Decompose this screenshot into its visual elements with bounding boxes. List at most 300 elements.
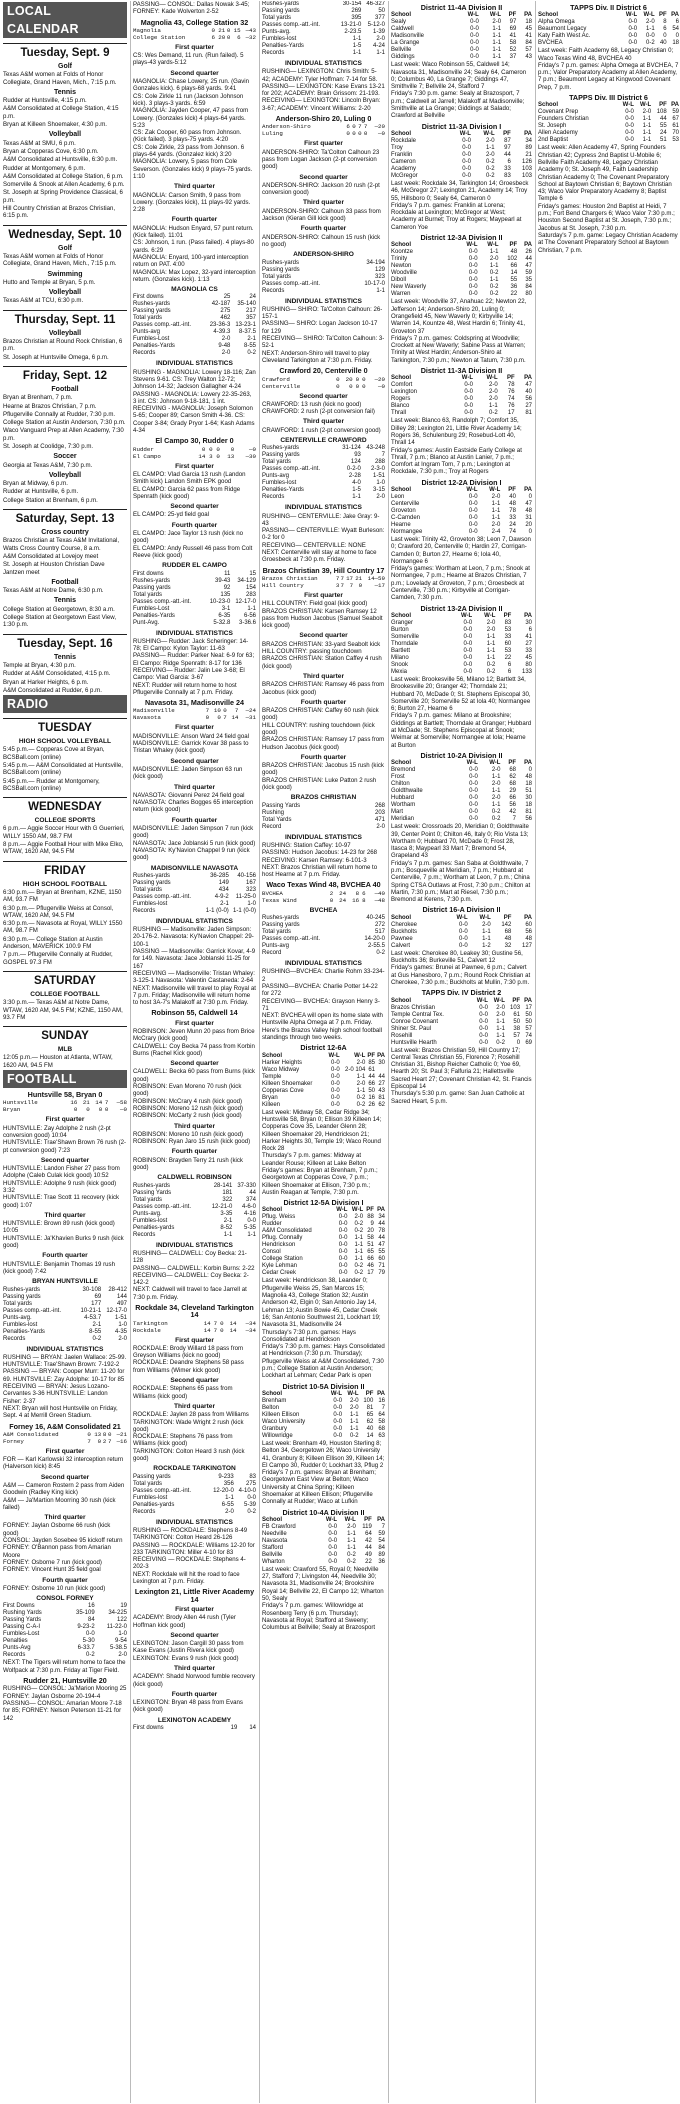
standings-header-cell: W-L bbox=[347, 1390, 359, 1397]
standings-cell: 2-0 bbox=[349, 1404, 359, 1411]
standings-cell: Franklin bbox=[391, 151, 413, 158]
stats-cell: Rushing Yards bbox=[3, 1610, 42, 1617]
category-heading: COLLEGE SPORTS bbox=[34, 817, 96, 825]
linescore-cell: 8 bbox=[362, 896, 366, 904]
stats-cell: 1-0 bbox=[376, 480, 385, 487]
scoring-play: ROBINSON: Moreno 12 rush (kick good) bbox=[133, 1104, 244, 1112]
standings-cell: 0-0 bbox=[479, 1025, 488, 1032]
game-headline: El Campo 30, Rudder 0 bbox=[155, 436, 234, 446]
standings-row bbox=[262, 1249, 385, 1256]
standings-cell: 24 bbox=[509, 521, 516, 528]
linescore-cell: —0 bbox=[378, 382, 385, 390]
stats-cell: 69 bbox=[94, 1293, 102, 1300]
standings-cell: 81 bbox=[525, 809, 532, 816]
stats-row bbox=[133, 571, 256, 578]
linescore-cell: BVCHEA bbox=[262, 889, 283, 897]
stats-cell: 0-2 bbox=[247, 1508, 256, 1515]
standings-cell: 53 bbox=[672, 137, 679, 144]
stats-cell: Fumbles-Lost bbox=[3, 1631, 40, 1638]
scoring-play: EL CAMPO: 25-yd field goal bbox=[133, 511, 209, 519]
linescore-cell: 0 bbox=[352, 130, 356, 138]
standings-header-cell: PA bbox=[524, 242, 532, 249]
linescore-cell: 24 bbox=[339, 889, 347, 897]
standings-header-cell: PA bbox=[377, 1052, 385, 1059]
stats-cell: 288 bbox=[374, 459, 385, 466]
standings-cell: 45 bbox=[525, 654, 532, 661]
day-heading: SATURDAY bbox=[3, 971, 127, 988]
stats-cell: 3-15 bbox=[372, 487, 385, 494]
scoring-play: TARKINGTON: Colton Heard 3 rush (kick good) bbox=[133, 1447, 245, 1463]
standings-cell: 50 bbox=[525, 1011, 532, 1018]
standings-cell: 26 bbox=[525, 249, 532, 256]
standings-cell: 0-0 bbox=[333, 1397, 343, 1404]
schedule-item: 5:45 p.m.— A&M Consolidated at Huntsville, BCSBall.com (online) bbox=[3, 762, 123, 777]
individual-stats-heading: INDIVIDUAL STATISTICS bbox=[285, 960, 362, 968]
schedule-item: 6 p.m.— Aggie Soccer Hour with G Guerrieri, WILLY 1550 AM, 98.7 FM bbox=[3, 825, 125, 840]
standings-row bbox=[538, 130, 679, 137]
standings-cell: 1-1 bbox=[356, 1087, 366, 1094]
linescore-cell: —30 bbox=[245, 452, 256, 460]
stats-row bbox=[262, 466, 385, 473]
standings-cell: Leon bbox=[391, 493, 405, 500]
standings-cell: Allen Academy bbox=[538, 130, 578, 137]
stats-row bbox=[262, 950, 385, 957]
scoring-play: A&M — Cameron Rostern 2 pass from Aiden Goodwin (Radley King kick) bbox=[3, 1482, 125, 1497]
standings-cell: 2-0 bbox=[492, 19, 502, 26]
scoring-play: ROCKDALE: Stephens 76 pass from Williams (kick good) bbox=[133, 1433, 233, 1448]
standings-cell: 0-0 bbox=[333, 1425, 343, 1432]
standings-cell: 0-0 bbox=[625, 109, 634, 116]
scoring-play: ACADEMY: Brody Allen 44 rush (Tyler Hoffman kick good) bbox=[133, 1614, 236, 1629]
quarter-heading: Fourth quarter bbox=[300, 698, 347, 706]
standings-row bbox=[391, 922, 532, 929]
standings-cell: 41 bbox=[525, 633, 532, 640]
stats-cell: Penalties bbox=[3, 1638, 28, 1645]
individual-stat: PASSING — BRYAN: Cooper Murr: 11-20 for 69. HUNTSVILLE: Zay Adolphe: 10-17 for 85 bbox=[3, 1368, 125, 1383]
stats-cell: 203 bbox=[374, 809, 385, 816]
stats-cell: 2-1 bbox=[220, 900, 229, 907]
stats-cell: 2-1 bbox=[247, 336, 256, 343]
scoring-play: ANDERSON-SHIRO: Ta'Colton Calhoun 23 pass from Logan Jackson (2-pt conversion good) bbox=[262, 148, 380, 171]
stats-cell: 357 bbox=[245, 315, 256, 322]
stats-cell: Total yards bbox=[262, 273, 292, 280]
standings-cell: 48 bbox=[525, 935, 532, 942]
stats-cell: Rushes-yards bbox=[133, 872, 171, 879]
game-headline: Crawford 20, Centerville 0 bbox=[279, 366, 368, 376]
standings-cell: 2-0 bbox=[354, 1214, 364, 1221]
linescore-table bbox=[133, 1320, 256, 1334]
scoring-play: BRAZOS CHRISTIAN: Caffey 60 rush (kick good) bbox=[262, 707, 379, 722]
stats-cell: 5-38.5 bbox=[109, 1645, 127, 1652]
standings-cell: 0-2 bbox=[347, 1558, 356, 1565]
standings-cell: 0-0 bbox=[338, 1242, 348, 1249]
standings-cell: Diboll bbox=[391, 277, 407, 284]
standings-cell: Founders Christian bbox=[538, 116, 589, 123]
quarter-heading: First quarter bbox=[45, 1116, 85, 1124]
standings-cell: Meridian bbox=[391, 816, 415, 823]
standings-header-row bbox=[391, 242, 532, 249]
standings-cell: 33 bbox=[504, 165, 511, 172]
standings-cell: 119 bbox=[362, 1523, 372, 1530]
standings-cell: 43 bbox=[378, 1087, 385, 1094]
standings-header-cell: PA bbox=[377, 1516, 385, 1523]
standings-cell: 0-0 bbox=[469, 802, 478, 809]
standings-cell: Trinity bbox=[391, 256, 408, 263]
standings-cell: 18 bbox=[525, 802, 532, 809]
standings-row bbox=[262, 1242, 385, 1249]
quarter-heading: Fourth quarter bbox=[171, 1148, 218, 1156]
stats-cell: Passing yards bbox=[133, 1473, 171, 1480]
individual-stat: RECEIVING— SHIRO: Ta'Colton Calhoun: 3-52-1 bbox=[262, 335, 385, 350]
standings-cell: 68 bbox=[378, 1425, 385, 1432]
stats-cell: 122 bbox=[116, 1617, 127, 1624]
team-stats-heading: ROCKDALE TARKINGTON bbox=[153, 1465, 236, 1473]
scoring-play: BRAZOS CHRISTIAN: Karsen Ramsey 12 pass from Hudson Jacobus (Samuel Seabolt kick good) bbox=[262, 607, 383, 630]
standings-cell: 36 bbox=[510, 284, 518, 291]
standings-cell: 45 bbox=[525, 26, 532, 33]
scoring-play: HILL COUNTRY: rushing touchdown (kick good) bbox=[262, 721, 375, 736]
stats-cell: First downs bbox=[133, 294, 164, 301]
standings-row bbox=[262, 1559, 385, 1566]
stats-cell: 154 bbox=[245, 584, 256, 591]
stats-cell: 167 bbox=[245, 879, 256, 886]
standings-cell: 0-0 bbox=[462, 144, 471, 151]
standings-header-cell: W-L bbox=[328, 1052, 340, 1059]
standings-cell: Willowridge bbox=[262, 1432, 293, 1439]
stats-row bbox=[262, 473, 385, 480]
quarter-heading: Fourth quarter bbox=[300, 225, 347, 233]
standings-cell: 62 bbox=[378, 1101, 385, 1108]
stats-cell: Fumbles-lost bbox=[133, 1217, 168, 1224]
district-schedule: Friday's games: Wortham at Leon, 7 p.m.; Snook at Normangee, 7 p.m.; Hearne at Brazos Christian, 7 p.m.; Lovelady at Groveton, 7 p.m.; Groesbeck at Centerville, 7:30 p.m.; Kirbyville at Corrigan-Camden, 7:30 p.m. bbox=[391, 565, 530, 602]
column-3 bbox=[259, 1, 387, 2103]
quarter-heading: Second quarter bbox=[170, 1631, 219, 1639]
standings-header-cell: PA bbox=[524, 486, 532, 493]
district-schedule: Thursday's 7:30 p.m. games: Hays Consolidated at Hendrickson bbox=[262, 1328, 356, 1343]
linescore-cell: —20 bbox=[374, 123, 385, 131]
linescore-cell: 14 bbox=[229, 1319, 237, 1327]
standings-cell: 30 bbox=[525, 795, 532, 802]
scoring-play: EL CAMPO: Garcia 62 pass from Ridge Spenrath (kick good) bbox=[133, 485, 241, 500]
standings-cell: 0-0 bbox=[462, 172, 471, 179]
team-stats-table bbox=[3, 1603, 127, 1659]
standings-cell: 78 bbox=[509, 507, 516, 514]
stats-cell: 395 bbox=[351, 15, 362, 21]
standings-header-cell: PF bbox=[503, 130, 511, 137]
standings-table bbox=[262, 1207, 385, 1277]
standings-cell: 26 bbox=[368, 1101, 376, 1108]
individual-stat: PASSING— SHIRO: Logan Jackson 10-17 for 129 bbox=[262, 320, 378, 335]
standings-row bbox=[391, 403, 532, 410]
scoring-play: CALDWELL: Coy Becka 74 pass from Korbin Burns (Rachel Kick good) bbox=[133, 1042, 255, 1057]
linescore-cell: 7 bbox=[108, 1437, 112, 1445]
standings-row bbox=[391, 145, 532, 152]
standings-cell: 0-0 bbox=[468, 270, 478, 277]
standings-cell: 66 bbox=[367, 1256, 374, 1263]
linescore-row bbox=[262, 123, 385, 130]
standings-cell: Giddings bbox=[391, 54, 415, 61]
stats-row bbox=[262, 445, 385, 452]
standings-cell: 51 bbox=[525, 788, 532, 795]
stats-row bbox=[262, 936, 385, 943]
standings-cell: 0 bbox=[516, 1039, 521, 1046]
stats-cell: 268 bbox=[374, 802, 385, 809]
standings-cell: Thorndale bbox=[391, 640, 419, 647]
stats-cell: 497 bbox=[116, 1300, 127, 1307]
team-stats-table bbox=[262, 1, 385, 57]
schedule-item: Bryan at Copperas Cove, 6:30 p.m. bbox=[3, 147, 99, 155]
standings-cell: 16 bbox=[378, 1397, 385, 1404]
standings-cell: La Grange bbox=[391, 40, 420, 47]
stats-cell: 2-55.5 bbox=[367, 943, 385, 950]
standings-cell: 62 bbox=[366, 1418, 374, 1425]
standings-cell: 0-2 bbox=[347, 1551, 356, 1558]
team-stats-heading: BRYAN HUNTSVILLE bbox=[32, 1278, 98, 1286]
standings-cell: 1-1 bbox=[347, 1537, 356, 1544]
football-results-3 bbox=[262, 1, 385, 1027]
category-heading: Tennis bbox=[53, 88, 77, 96]
standings-cell: 27 bbox=[525, 403, 532, 410]
stats-cell: Passing Yards bbox=[133, 1189, 172, 1196]
standings-row bbox=[391, 173, 532, 180]
standings-cell: Temple bbox=[262, 1073, 282, 1080]
individual-stat: PASSING: Hudson Jacobus: 14-23 for 268 bbox=[262, 849, 378, 857]
calendar-list bbox=[3, 43, 127, 694]
district-results: Last week: Brazos Christian 59, Hill Country 17; Central Texas Christian 55, Florence 7; Rosehill Christian 31, Bishop Reicher Catholic 0; Yoe 69, Hearth 20; St. Paul 3; Falfuria 21; Hallettsville Sacred Heart 27; Covenant Christian 42, St. Francis Episcopal 14 bbox=[391, 1046, 532, 1091]
linescore-table bbox=[262, 376, 385, 390]
standings-cell: 56 bbox=[525, 396, 532, 403]
standings-cell: 56 bbox=[525, 928, 532, 935]
standings-cell: 51 bbox=[367, 1242, 374, 1249]
scoring-play: CALDWELL: Becka 60 pass from Burns (kick good) bbox=[133, 1068, 255, 1083]
standings-row bbox=[262, 1088, 385, 1095]
standings-cell: 2-0 bbox=[485, 137, 495, 144]
stats-cell: 1-51 bbox=[114, 1314, 127, 1321]
stats-cell: 1-0 bbox=[118, 1321, 127, 1328]
individual-stat: NEXT: Brazos Christian will return home to host Hearne at 7 p.m. Friday. bbox=[262, 863, 378, 879]
stats-row bbox=[262, 452, 385, 459]
stats-cell: Records bbox=[3, 1652, 26, 1659]
team-stats-heading: MAGNOLIA CS bbox=[171, 286, 218, 294]
linescore-cell: Magnolia bbox=[133, 26, 161, 34]
standings-row bbox=[391, 816, 532, 823]
standings-row bbox=[391, 40, 532, 47]
linescore-cell: 7 bbox=[104, 1099, 109, 1107]
standings-cell: Stafford bbox=[262, 1544, 283, 1551]
linescore-cell: 0 bbox=[220, 1319, 224, 1327]
standings-cell: 81 bbox=[366, 1404, 374, 1411]
stats-row bbox=[262, 810, 385, 817]
standings-cell: 2-0 bbox=[347, 1523, 356, 1530]
standings-header-row bbox=[262, 1053, 385, 1060]
standings-cell: 0-0 bbox=[331, 1066, 340, 1073]
standings-cell: 40 bbox=[525, 389, 532, 396]
standings-cell: 61 bbox=[672, 123, 679, 130]
standings-cell: Troy bbox=[391, 144, 403, 151]
standings-cell: 0-0 bbox=[645, 33, 655, 40]
standings-cell: 44 bbox=[365, 1544, 372, 1551]
game-headline: Forney 16, A&M Consolidated 21 bbox=[9, 1421, 121, 1431]
scoring-play: CRAWFORD: 13 rush (kick no good) bbox=[262, 400, 362, 408]
standings-cell: Beaumont Legacy bbox=[538, 26, 587, 33]
standings-cell: 0-0 bbox=[463, 640, 473, 647]
linescore-table bbox=[133, 707, 256, 721]
standings-cell: 1-1 bbox=[347, 1544, 356, 1551]
quarter-heading: Second quarter bbox=[170, 1060, 219, 1068]
standings-cell: 0-2 bbox=[489, 284, 499, 291]
standings-row bbox=[391, 152, 532, 159]
standings-cell: Bellville bbox=[262, 1551, 283, 1558]
schedule-item: A&M Consolidated at Huntsville, 6:30 p.m. bbox=[3, 156, 118, 164]
standings-cell: Frost bbox=[391, 774, 405, 781]
standings-row bbox=[391, 809, 532, 816]
standings-cell: Wharton bbox=[262, 1558, 285, 1565]
stats-cell: 323 bbox=[374, 273, 385, 280]
standings-row bbox=[391, 494, 532, 501]
schedule-item: Bryan at Midway, 6 p.m. bbox=[3, 480, 68, 488]
standings-cell: 66 bbox=[509, 795, 516, 802]
linescore-cell: —0 bbox=[378, 130, 385, 138]
stats-cell: Passes comp.-att.-int. bbox=[133, 1487, 192, 1494]
standings-cell: 57 bbox=[513, 1032, 521, 1039]
quarter-heading: Second quarter bbox=[40, 1473, 90, 1481]
stats-cell: 50 bbox=[378, 8, 385, 14]
standings-cell: 70 bbox=[672, 130, 679, 137]
stats-row bbox=[3, 1336, 127, 1343]
standings-cell: 0-0 bbox=[463, 654, 473, 661]
stats-cell: 93 bbox=[354, 452, 361, 459]
individual-stats-heading: INDIVIDUAL STATISTICS bbox=[285, 833, 362, 841]
scoring-play: CS: Cole Zirkle 11 run (Jackson Johnson kick). 3 plays-3 yards. 6:59 bbox=[133, 92, 244, 107]
scoring-play: MAGNOLIA: Enyard, 100-yard interception return on PAT. 4:00 bbox=[133, 253, 249, 269]
standings-row bbox=[262, 1545, 385, 1552]
standings-cell: 17 bbox=[507, 410, 515, 417]
standings-row bbox=[538, 137, 679, 144]
standings-cell: 14 bbox=[366, 1432, 374, 1439]
linescore-cell: El Campo bbox=[133, 452, 161, 460]
standings-cell: 1-1 bbox=[354, 1235, 364, 1242]
linescore-cell: 2 bbox=[329, 889, 334, 897]
category-heading: Volleyball bbox=[48, 471, 82, 479]
stats-cell: Total yards bbox=[133, 886, 163, 893]
scoring-play: MAGNOLIA: Carson Smith, 9 pass from Lowery. (Gonzales kick), 11 plays-92 yards. 2:28 bbox=[133, 191, 251, 214]
linescore-cell: Huntsville bbox=[3, 1099, 38, 1107]
standings-row bbox=[391, 943, 532, 950]
linescore-cell: —34 bbox=[245, 1326, 256, 1334]
standings-cell: 67 bbox=[672, 116, 679, 123]
stats-row bbox=[3, 1610, 127, 1617]
scoring-play: ROBINSON: Evan Moreno 70 rush (kick good) bbox=[133, 1083, 242, 1098]
linescore-row bbox=[133, 34, 256, 41]
scoring-play: HUNTSVILLE: Landon Fisher 27 pass from Adolphe (Caleb Culak kick good) 10:52 bbox=[3, 1165, 120, 1180]
stats-cell: Passes comp.-att.-int. bbox=[133, 322, 192, 329]
standings-cell: 71 bbox=[378, 1263, 385, 1270]
standings-cell: Chilton bbox=[391, 781, 410, 788]
standings-row bbox=[391, 256, 532, 263]
stats-cell: 6-56 bbox=[243, 612, 256, 619]
standings-row bbox=[262, 1538, 385, 1545]
standings-cell: 0-2 bbox=[489, 410, 498, 417]
stats-cell: 24 bbox=[249, 294, 256, 301]
standings-cell: 1-1 bbox=[349, 1411, 359, 1418]
day-heading: Friday, Sept. 12 bbox=[3, 366, 127, 383]
standings-cell: Buckholts bbox=[391, 928, 418, 935]
scoring-play: MAGNOLIA: Max Lopez, 32-yard interception return. (Gonzales kick). 1:13 bbox=[133, 268, 256, 283]
linescore-cell: 7 bbox=[205, 707, 210, 715]
stats-cell: 434 bbox=[218, 886, 229, 893]
standings-header-cell: School bbox=[262, 1052, 283, 1059]
standings-cell: 1-1 bbox=[486, 647, 496, 654]
stats-row bbox=[133, 1232, 256, 1239]
stats-cell: 517 bbox=[374, 929, 385, 936]
standings-cell: 1-1 bbox=[496, 1025, 505, 1032]
linescore-cell: 13 bbox=[227, 452, 235, 460]
standings-cell: 0-0 bbox=[463, 633, 473, 640]
stats-cell: Punts-Avg bbox=[3, 1645, 31, 1652]
linescore-row bbox=[133, 453, 256, 460]
district-results: Last week: Crawford 55, Royal 0; Needville 27, Stafford 7; Livingston 44, Needville 30; Navasota 31, Madisonville 24; Brookshire Royal 14; Bellville 22, El Campo 12; Wharton 50, Sealy bbox=[262, 1565, 384, 1603]
standings-cell: 2-0 bbox=[486, 626, 496, 633]
stats-cell: 1-5 bbox=[352, 43, 362, 49]
stats-row bbox=[262, 15, 385, 22]
standings-cell: Woodville bbox=[391, 270, 417, 277]
stats-row bbox=[3, 1315, 127, 1322]
standings-cell: 43 bbox=[525, 54, 532, 61]
schedule-item: 7 p.m.— Pflugerville Connally at Rudder, GOSPEL 97.3 FM bbox=[3, 951, 113, 966]
standings-cell: 0-2 bbox=[354, 1228, 364, 1235]
standings-cell: 0-0 bbox=[469, 781, 478, 788]
standings-cell: 0-0 bbox=[628, 40, 638, 47]
linescore-cell: 7 bbox=[349, 581, 354, 589]
linescore-cell: 0 bbox=[216, 452, 220, 460]
standings-cell: 0-0 bbox=[463, 626, 473, 633]
stats-cell: 1-1 bbox=[352, 36, 362, 42]
quarter-heading: Third quarter bbox=[302, 672, 345, 680]
stats-row bbox=[262, 915, 385, 922]
standings-cell: 1-1 bbox=[491, 507, 501, 514]
standings-row bbox=[391, 270, 532, 277]
standings-header-cell: School bbox=[391, 130, 412, 137]
standings-cell: 1-1 bbox=[486, 633, 496, 640]
standings-row bbox=[391, 501, 532, 508]
district-heading: District 12-2A Division I bbox=[421, 477, 502, 487]
game-headline: Robinson 55, Caldwell 14 bbox=[151, 1008, 238, 1018]
stats-row bbox=[133, 1190, 256, 1197]
standings-cell: 0-0 bbox=[628, 33, 638, 40]
stats-cell: 6-35 bbox=[218, 612, 231, 619]
stats-row bbox=[133, 1502, 256, 1509]
stats-row bbox=[133, 599, 256, 606]
stats-row bbox=[133, 606, 256, 613]
quarter-heading: First quarter bbox=[175, 43, 214, 51]
standings-cell: 7 bbox=[381, 1404, 385, 1411]
stats-cell: 28-141 bbox=[213, 1182, 233, 1189]
linescore-cell: 3 bbox=[335, 581, 340, 589]
stats-cell: 46-327 bbox=[366, 1, 385, 7]
linescore-cell: 0 bbox=[104, 1106, 109, 1114]
stats-cell: 1-1 bbox=[223, 1231, 233, 1238]
standings-cell: 40 bbox=[366, 1425, 374, 1432]
stats-cell: 92 bbox=[223, 584, 231, 591]
standings-cell: 30 bbox=[378, 1059, 385, 1066]
linescore-cell: Rudder bbox=[133, 445, 154, 453]
standings-cell: 17 bbox=[367, 1270, 374, 1277]
stats-cell: 15 bbox=[249, 570, 256, 577]
standings-cell: 47 bbox=[525, 263, 532, 270]
stats-row bbox=[133, 329, 256, 336]
linescore-cell: 0 bbox=[223, 707, 227, 715]
day-heading: Wednesday, Sept. 10 bbox=[3, 225, 127, 242]
